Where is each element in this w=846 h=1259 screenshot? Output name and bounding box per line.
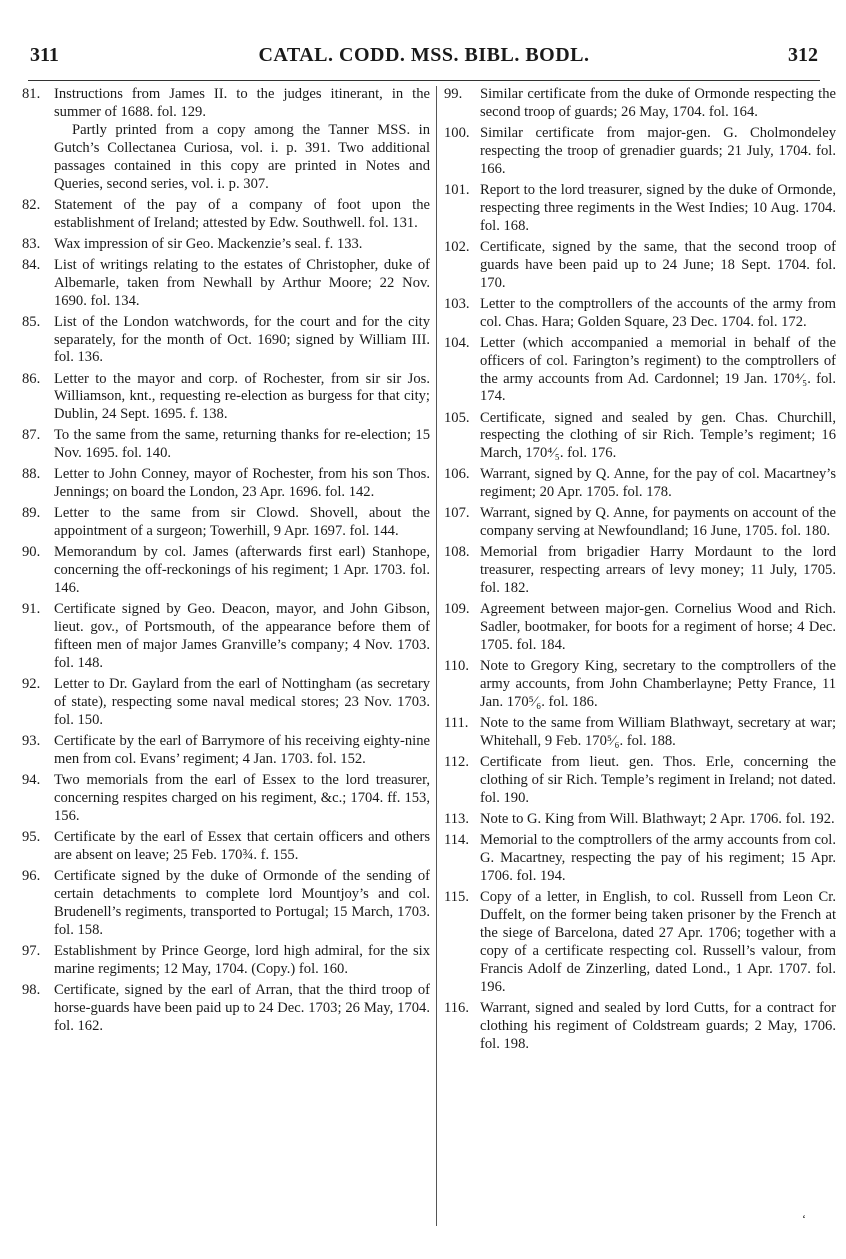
- entry-number: 112.: [444, 754, 469, 771]
- entry-number: 109.: [444, 601, 470, 618]
- catalogue-entry: [444, 239, 836, 293]
- entry-text: Memorial to the comptrollers of the army accounts from col. G. Macartney, respecting the pay of his regiment; 15 Apr. 1706. fol. 194.: [480, 832, 836, 884]
- right-column: [444, 86, 836, 1057]
- entry-number: 94.: [22, 772, 41, 789]
- entry-number: 98.: [22, 981, 41, 998]
- entry-text: Warrant, signed by Q. Anne, for the pay of col. Macartney’s regiment; 20 Apr. 1705. fol. 178.: [480, 466, 836, 501]
- entry-number: 110.: [444, 658, 469, 675]
- entry-number: 107.: [444, 505, 470, 522]
- entry-number: 102.: [444, 238, 470, 255]
- entry-text: Note to the same from William Blathwayt, secretary at war; Whitehall, 9 Feb. 170⁵⁄₆. fol. 188.: [480, 715, 836, 750]
- entry-text: Letter to the mayor and corp. of Rochester, from sir sir Jos. Williamson, knt., requesting re-election as burgess for that city; Dublin, 24 Sept. 1695. f. 138.: [54, 370, 430, 423]
- catalogue-entry: [444, 335, 836, 407]
- entry-number: 104.: [444, 334, 470, 351]
- entry-number: 103.: [444, 295, 470, 312]
- catalogue-entry: [444, 832, 836, 886]
- entry-number: 90.: [22, 544, 41, 561]
- entry-text: Statement of the pay of a company of foot upon the establishment of Ireland; attested by Edw. Southwell. fol. 131.: [54, 196, 430, 231]
- entry-number: 100.: [444, 125, 470, 141]
- entry-text: Report to the lord treasurer, signed by the duke of Ormonde, respecting three regiments in the West Indies; 10 Aug. 1704. fol. 168.: [480, 181, 836, 234]
- entry-number: 106.: [444, 466, 470, 483]
- entry-number: 96.: [22, 867, 41, 884]
- entry-text: Certificate signed by the duke of Ormonde of the sending of certain detachments to complete lord Mountjoy’s and col. Brudenell’s regiments, transported to Portugal; 15 March, 1703. fol. 158.: [54, 867, 430, 938]
- entry-number: 101.: [444, 181, 470, 198]
- entry-number: 114.: [444, 832, 469, 849]
- entry-number: 115.: [444, 889, 469, 906]
- footer-mark: ‘: [802, 1212, 806, 1226]
- entry-number: 83.: [22, 235, 41, 252]
- catalogue-entry: [22, 868, 430, 940]
- catalogue-entry: [22, 466, 430, 502]
- entry-text: Certificate by the earl of Essex that certain officers and others are absent on leave; 25 Feb. 170¾. f. 155.: [54, 828, 430, 863]
- entry-text: To the same from the same, returning thanks for re-election; 15 Nov. 1695. fol. 140.: [54, 427, 430, 462]
- entry-text: Letter to Dr. Gaylard from the earl of Nottingham (as secretary of state), respecting some naval medical stores; 23 Nov. 1703. fol. 150.: [54, 676, 430, 728]
- entry-text: Establishment by Prince George, lord high admiral, for the six marine regiments; 12 May, 1704. (Copy.) fol. 160.: [54, 942, 430, 977]
- entry-number: 91.: [22, 601, 41, 618]
- entry-text: List of writings relating to the estates of Christopher, duke of Albemarle, taken from Newhall by Arthur Moore; 22 Nov. 1690. fol. 134.: [54, 256, 430, 309]
- column-separator: [436, 86, 437, 1226]
- entry-number: 82.: [22, 196, 41, 213]
- running-header: [30, 44, 818, 74]
- entry-text: Similar certificate from major-gen. G. Cholmondeley respecting the troop of grenadier guards; 21 July, 1704. fol. 166.: [480, 125, 836, 177]
- entry-text: Note to G. King from Will. Blathwayt; 2 Apr. 1706. fol. 192.: [480, 811, 835, 828]
- entry-text: Certificate, signed by the earl of Arran, that the third troop of horse-guards have been paid up to 24 Dec. 1703; 26 May, 1704. fol. 162.: [54, 981, 430, 1034]
- entry-number: 87.: [22, 427, 41, 444]
- entry-text: Instructions from James II. to the judges itinerant, in the summer of 1688. fol. 129.: [54, 86, 430, 120]
- entry-text: List of the London watchwords, for the court and for the city separately, for the month of Oct. 1690; signed by William III. fol. 136.: [54, 313, 430, 366]
- catalogue-entry: [22, 943, 430, 979]
- catalogue-entry: [22, 197, 430, 233]
- catalogue-entry: [444, 182, 836, 236]
- entry-number: 93.: [22, 733, 41, 750]
- entry-text: Letter to the comptrollers of the accounts of the army from col. Chas. Hara; Golden Square, 23 Dec. 1704. fol. 172.: [480, 295, 836, 330]
- catalogue-entry: [22, 772, 430, 826]
- entry-text: Warrant, signed and sealed by lord Cutts, for a contract for clothing his regiment of Coldstream guards; 2 May, 1706. fol. 198.: [480, 999, 836, 1052]
- catalogue-entry: [22, 314, 430, 368]
- catalogue-entry: [444, 811, 836, 829]
- catalogue-entry: [22, 733, 430, 769]
- entry-number: 86.: [22, 370, 41, 387]
- catalogue-entry: [444, 505, 836, 541]
- catalogue-entry: [444, 466, 836, 502]
- catalogue-entry: [22, 676, 430, 730]
- entry-note: Partly printed from a copy among the Tanner MSS. in Gutch’s Collectanea Curiosa, vol. i. p. 391. Two additional passages contained in this copy are printed in Notes and Queries, second series, vol. i. p. 307.: [54, 121, 430, 192]
- catalogue-entry: [22, 236, 430, 254]
- page-number-left: 311: [30, 44, 59, 66]
- catalogue-entry: [444, 125, 836, 179]
- entry-number: 108.: [444, 544, 470, 561]
- catalogue-entry: [444, 889, 836, 996]
- catalogue-entry: [22, 601, 430, 673]
- entry-text: Letter to John Conney, mayor of Rochester, from his son Thos. Jennings; on board the London, 23 Apr. 1696. fol. 142.: [54, 466, 430, 501]
- entry-number: 113.: [444, 811, 469, 828]
- catalogue-entry: [22, 982, 430, 1036]
- catalogue-entry: [444, 601, 836, 655]
- entry-number: 97.: [22, 942, 41, 959]
- entry-text: Two memorials from the earl of Essex to the lord treasurer, concerning respites charged on his regiment, &c.; 1704. ff. 153, 156.: [54, 772, 430, 824]
- entry-text: Copy of a letter, in English, to col. Russell from Leon Cr. Duffelt, on the former being taken prisoner by the French at the siege of Barcelona, dated 27 Apr. 1706; together with a copy of a certificate respecting col. Russell’s valour, from Francis Adolf de Zinzerling, dated Lond., 1 Apr. 1707. fol. 196.: [480, 889, 836, 995]
- entry-text: Certificate by the earl of Barrymore of his receiving eighty-nine men from col. Evans’ regiment; 4 Jan. 1703. fol. 152.: [54, 733, 430, 767]
- catalogue-entry: [444, 754, 836, 808]
- catalogue-entry: [444, 86, 836, 122]
- catalogue-entry: [444, 544, 836, 598]
- entry-number: 105.: [444, 409, 470, 426]
- entry-text: Letter to the same from sir Clowd. Shovell, about the appointment of a surgeon; Towerhill, 9 Apr. 1697. fol. 144.: [54, 505, 430, 540]
- header-rule: [28, 80, 820, 81]
- entry-text: Agreement between major-gen. Cornelius Wood and Rich. Sadler, bootmaker, for boots for a regiment of horse; 4 Dec. 1705. fol. 184.: [480, 601, 836, 654]
- entry-number: 81.: [22, 86, 41, 102]
- running-title: CATAL. CODD. MSS. BIBL. BODL.: [258, 44, 590, 66]
- entry-text: Memorandum by col. James (afterwards first earl) Stanhope, concerning the off-reckonings of his regiment; 1 Apr. 1703. fol. 146.: [54, 544, 430, 597]
- entry-number: 111.: [444, 715, 469, 732]
- catalogue-entry: [22, 257, 430, 311]
- catalogue-entry: [22, 544, 430, 598]
- entry-number: 116.: [444, 999, 469, 1016]
- entry-number: 84.: [22, 256, 41, 273]
- entry-number: 92.: [22, 676, 41, 693]
- catalogue-entry: [22, 371, 430, 425]
- entry-text: Letter (which accompanied a memorial in behalf of the officers of col. Farington’s regiment) to the comptrollers of the army accounts from Ad. Cardonnel; 19 Jan. 170⁴⁄₅. fol. 174.: [480, 334, 836, 405]
- catalogue-entry: [444, 1000, 836, 1054]
- entry-number: 89.: [22, 505, 41, 522]
- catalogue-entry: [22, 427, 430, 463]
- catalogue-entry: [444, 410, 836, 464]
- left-column: [22, 86, 430, 1039]
- entry-text: Memorial from brigadier Harry Mordaunt to the lord treasurer, respecting arrears of levy money; 11 July, 1705. fol. 182.: [480, 544, 836, 597]
- entry-number: 85.: [22, 313, 41, 330]
- entry-number: 88.: [22, 466, 41, 483]
- catalogue-entry: [444, 715, 836, 751]
- entry-text: Warrant, signed by Q. Anne, for payments on account of the company serving at Newfoundland; 16 June, 1705. fol. 180.: [480, 505, 836, 540]
- entry-number: 95.: [22, 828, 41, 845]
- page-number-right: 312: [788, 44, 818, 66]
- entry-text: Certificate, signed by the same, that the second troop of guards have been paid up to 24 June; 18 Sept. 1704. fol. 170.: [480, 238, 836, 291]
- catalogue-entry: [22, 505, 430, 541]
- entry-text: Certificate, signed and sealed by gen. Chas. Churchill, respecting the clothing of sir Rich. Temple’s regiment; 16 March, 170⁴⁄₅. fol. 176.: [480, 409, 836, 462]
- catalogue-entry: [22, 86, 430, 193]
- catalogue-entry: [22, 829, 430, 865]
- entry-number: 99.: [444, 86, 463, 102]
- entry-text: Certificate signed by Geo. Deacon, mayor, and John Gibson, lieut. gov., of Portsmouth, of the appearance before them of fifteen men of major James Granville’s company; 4 Nov. 1703. fol. 148.: [54, 601, 430, 672]
- entry-text: Wax impression of sir Geo. Mackenzie’s seal. f. 133.: [54, 235, 363, 252]
- catalogue-entry: [444, 658, 836, 712]
- catalogue-entry: [444, 296, 836, 332]
- entry-text: Certificate from lieut. gen. Thos. Erle, concerning the clothing of sir Rich. Temple’s regiment in Ireland; not dated. fol. 190.: [480, 754, 836, 806]
- entry-text: Note to Gregory King, secretary to the comptrollers of the army accounts, from John Chamberlayne; Petty France, 11 Jan. 170⁵⁄₆. fol. 186.: [480, 658, 836, 711]
- entry-text: Similar certificate from the duke of Ormonde respecting the second troop of guards; 26 May, 1704. fol. 164.: [480, 86, 836, 120]
